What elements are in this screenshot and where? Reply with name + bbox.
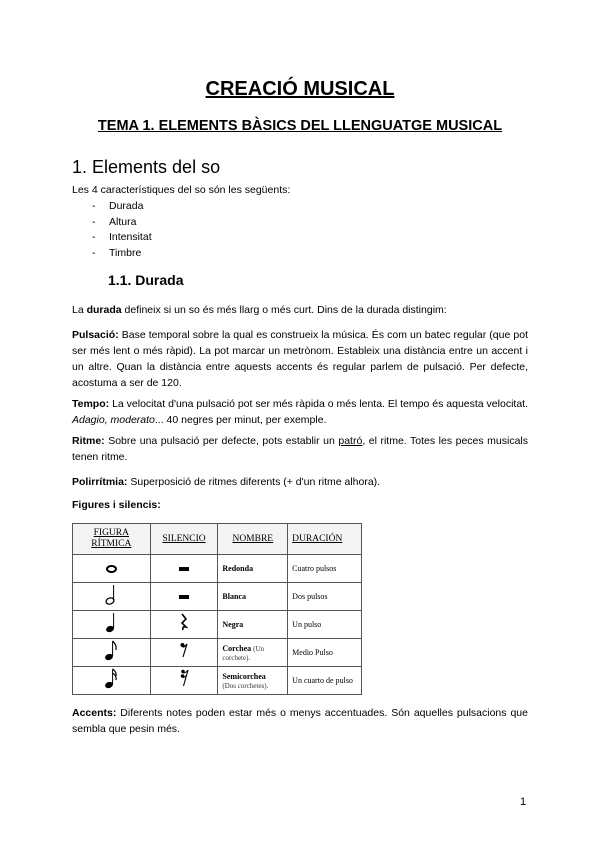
text-run: Base temporal sobre la qual es construeix la música. És com un batec regular (que pot ser més lent o més ràpid). La pot marcar un metrònom. Estableix una distància entre un accent i un altre. Quan la distància entre aquests accents és regular parlem de pulsació. Per defecte, acostuma a ser de 120. bbox=[72, 329, 528, 389]
figure-note: (Dos corchetes). bbox=[222, 681, 269, 690]
table-row bbox=[73, 639, 362, 667]
figure-name: Semicorchea (Dos corchetes). bbox=[218, 667, 288, 695]
half-note-icon bbox=[73, 583, 151, 611]
figures-table bbox=[72, 523, 362, 695]
whole-rest-icon bbox=[150, 555, 218, 583]
paragraph-accents bbox=[72, 705, 528, 737]
eighth-note-icon bbox=[73, 639, 151, 667]
paragraph-polirritmia bbox=[72, 474, 528, 490]
patro-link[interactable]: patró bbox=[338, 435, 363, 447]
paragraph-durada bbox=[72, 302, 528, 318]
keyword-polirritmia: Polirrítmia: bbox=[72, 476, 128, 488]
text-run: , el ritme. Totes les peces musicals tenen ritme. bbox=[72, 435, 528, 463]
keyword-ritme: Ritme: bbox=[72, 435, 105, 447]
figure-duration: Medio Pulso bbox=[288, 639, 362, 667]
page-number: 1 bbox=[520, 796, 527, 808]
document-subtitle: TEMA 1. ELEMENTS BÀSICS DEL LLENGUATGE MUSICAL bbox=[97, 118, 503, 134]
keyword-accents: Accents: bbox=[72, 707, 117, 719]
table-header-row bbox=[73, 524, 362, 555]
table-row bbox=[73, 667, 362, 695]
figure-duration: Un cuarto de pulso bbox=[288, 667, 362, 695]
sixteenth-rest-icon bbox=[150, 667, 218, 695]
figure-duration: Un pulso bbox=[288, 611, 362, 639]
text-run: defineix si un so és més llarg o més curt. Dins de la durada distingim: bbox=[121, 304, 447, 316]
sixteenth-note-icon bbox=[73, 667, 151, 695]
quarter-rest-icon bbox=[150, 611, 218, 639]
list-dash: - bbox=[92, 200, 96, 212]
subsection-heading-durada: 1.1. Durada bbox=[108, 272, 184, 288]
figure-name: Negra bbox=[218, 611, 288, 639]
keyword-tempo: Tempo: bbox=[72, 398, 110, 410]
text-run: Sobre una pulsació per defecte, pots establir un bbox=[104, 435, 339, 447]
whole-note-icon bbox=[73, 555, 151, 583]
table-row bbox=[73, 555, 362, 583]
header-figura: FIGURA RÍTMICA bbox=[73, 524, 151, 555]
list-item bbox=[92, 246, 152, 262]
figure-name: Corchea (Un corchete). bbox=[218, 639, 288, 667]
section-intro: Les 4 característiques del so són les següents: bbox=[72, 184, 291, 196]
table-row bbox=[73, 583, 362, 611]
document-title: CREACIÓ MUSICAL bbox=[205, 78, 395, 100]
list-item bbox=[92, 199, 152, 215]
text-run: La velocitat d'una pulsació pot ser més ràpida o més lenta. El tempo és aquesta velocitat. bbox=[109, 398, 528, 410]
characteristics-list bbox=[92, 199, 152, 261]
list-item bbox=[92, 215, 152, 231]
paragraph-tempo bbox=[72, 396, 528, 428]
text-run: La bbox=[72, 304, 87, 316]
figure-name: Blanca bbox=[218, 583, 288, 611]
eighth-rest-icon bbox=[150, 639, 218, 667]
list-item-label: Durada bbox=[109, 200, 144, 212]
header-duracion: DURACIÓN bbox=[288, 524, 362, 555]
paragraph-pulsacio bbox=[72, 327, 528, 391]
list-item-label: Altura bbox=[109, 215, 137, 228]
keyword-pulsacio: Pulsació: bbox=[72, 329, 119, 341]
figure-duration: Dos pulsos bbox=[288, 583, 362, 611]
paragraph-ritme bbox=[72, 433, 528, 465]
header-silencio: SILENCIO bbox=[150, 524, 218, 555]
italic-examples: Adagio, moderato bbox=[72, 414, 155, 426]
figure-name: Redonda bbox=[218, 555, 288, 583]
quarter-note-icon bbox=[73, 611, 151, 639]
list-dash: - bbox=[92, 215, 96, 228]
table-row bbox=[73, 611, 362, 639]
header-nombre: NOMBRE bbox=[218, 524, 288, 555]
half-rest-icon bbox=[150, 583, 218, 611]
text-run: Diferents notes poden estar més o menys accentuades. Són aquelles pulsacions que sembla que pesin més. bbox=[72, 707, 528, 735]
figure-duration: Cuatro pulsos bbox=[288, 555, 362, 583]
text-run: ... 40 negres per minut, per exemple. bbox=[154, 414, 327, 426]
text-run: Superposició de ritmes diferents (+ d'un ritme alhora). bbox=[127, 476, 381, 488]
list-item bbox=[92, 230, 152, 246]
list-item-label: Intensitat bbox=[109, 231, 152, 243]
figure-note: (Un corchete). bbox=[222, 644, 265, 662]
section-heading-elements: 1. Elements del so bbox=[72, 157, 221, 177]
list-dash: - bbox=[92, 246, 96, 259]
keyword-durada: durada bbox=[86, 304, 122, 316]
figures-heading: Figures i silencis: bbox=[72, 499, 161, 511]
list-dash: - bbox=[92, 231, 96, 243]
list-item-label: Timbre bbox=[109, 246, 142, 259]
